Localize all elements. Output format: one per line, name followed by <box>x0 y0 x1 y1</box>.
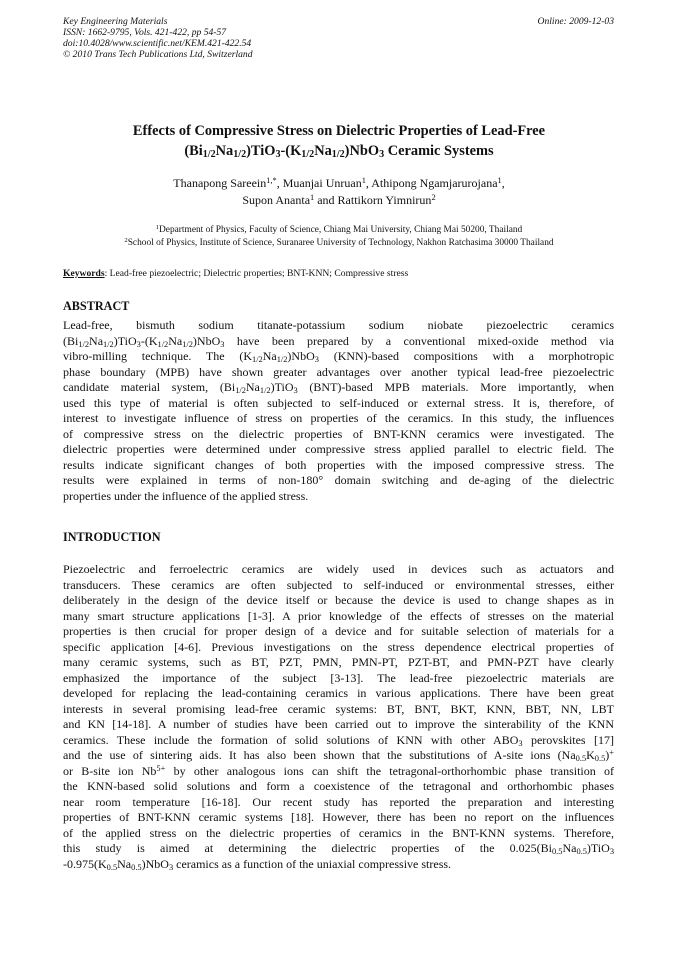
keywords-label: Keywords <box>63 268 105 279</box>
introduction-line: emphasized the importance of the subject [3-13]. The lead-free piezoelectric materials are <box>63 670 614 685</box>
introduction-line: or B-site ion $Nb^{5+}$ by other analogous ions can shift the tetragonal-orthorhombic phase transition of <box>63 763 614 778</box>
introduction-line: near room temperature [16-18]. Our recent study has reported the preparation and interesting <box>63 794 614 809</box>
introduction-line: developed for replacing the lead-containing ceramics in various applications. There have been great <box>63 686 614 700</box>
introduction-line: ceramics. These include the formation of solid solutions of KNN with other $ABO_3$ perovskites [17] <box>63 732 614 748</box>
abstract-line: results indicate significant changes of both properties with the imposed compressive stress. The <box>63 457 614 472</box>
introduction-line: specific application [4-6]. Previous investigations on the stress dependence electrical properties of <box>63 639 614 654</box>
abstract-line: used this type of material is often subjected to self-induced or external stress. It is, therefore, of <box>63 395 614 410</box>
abstract-body <box>63 318 614 504</box>
abstract-heading: ABSTRACT <box>63 299 130 313</box>
introduction-line: the KNN-based solid solutions and form a coexistence of the tetragonal and orthorhombic phases <box>63 779 614 793</box>
authors-line-1: Thanapong Sareein$^{1,*}$, Muanjai Unruan$^1$, Athipong Ngamjarurojana$^1$, <box>173 176 505 190</box>
abstract-line: candidate material system, $(Bi_{1/2}Na_{1/2})TiO_3$ (BNT)-based MPB materials. More importantly, when <box>63 380 614 395</box>
abstract-line: of compressive stress on the dielectric properties of BNT-KNN ceramics were investigated. The <box>63 426 614 441</box>
introduction-line: $-0.975(K_{0.5}Na_{0.5})NbO_3$ ceramics as a function of the uniaxial compressive stress. <box>63 856 452 872</box>
introduction-line: this study is aimed at determining the dielectric properties of the $0.025(Bi_{0.5}Na_{0.5})TiO_3$ <box>63 841 614 856</box>
affiliation-1: $^1$Department of Physics, Faculty of Science, Chiang Mai University, Chiang Mai 50200, Thailand <box>155 224 523 235</box>
abstract-line: Lead-free, bismuth sodium titanate-potassium sodium niobate piezoelectric ceramics <box>63 318 614 332</box>
introduction-line: transducers. These ceramics are often subjected to self-induced or environmental stresses, either <box>63 577 614 592</box>
author-list <box>40 175 638 209</box>
abstract-line: $(Bi_{1/2}Na_{1/2})TiO_3-(K_{1/2}Na_{1/2})NbO_3$ have been prepared by a conventional mixed-oxide method via <box>63 333 614 349</box>
online-date: Online: 2009-12-03 <box>537 16 614 27</box>
keywords-line <box>63 268 614 280</box>
title-line-2: $(Bi_{1/2}Na_{1/2})TiO_3-(K_{1/2}Na_{1/2})NbO_3$ Ceramic Systems <box>184 143 494 161</box>
introduction-line: deliberately in the design of the device itself or because the device is used to change shapes as in <box>63 593 614 607</box>
authors-line-2: Supon Ananta$^1$ and Rattikorn Yimnirun$^2$ <box>242 193 436 207</box>
abstract-line: results were explained in terms of non-180° domain switching and de-aging of the dielectric <box>63 473 614 487</box>
introduction-line: and KN [14-18]. A number of studies have been carried out to improve the sinterability of the KNN <box>63 717 614 731</box>
introduction-line: many smart structure applications [1-3]. A prior knowledge of the effects of stresses on the material <box>63 608 614 623</box>
affiliations <box>40 224 638 250</box>
introduction-line: of the applied stress on the dielectric properties of ceramics in the BNT-KNN systems. Therefore, <box>63 825 614 840</box>
introduction-body <box>63 562 614 872</box>
issn-line: ISSN: 1662-9795, Vols. 421-422, pp 54-57 <box>63 27 227 38</box>
title-line-1: Effects of Compressive Stress on Dielectric Properties of Lead-Free <box>132 123 546 139</box>
abstract-line: phase boundary (MPB) have shown greater advantages over another typical lead-free piezoelectric <box>63 364 614 379</box>
introduction-line: properties of BNT-KNN ceramic systems [18]. However, there has been no report on the influences <box>63 810 614 824</box>
introduction-heading: INTRODUCTION <box>63 530 161 544</box>
journal-name: Key Engineering Materials <box>63 16 168 27</box>
introduction-line: many ceramic systems, such as BT, PZT, PMN, PMN-PT, PZT-BT, and PMN-PZT have clearly <box>63 655 614 669</box>
abstract-line: dielectric properties were determined under compressive stress applied parallel to electric field. The <box>63 442 614 456</box>
introduction-line: and the use of sintering aids. It has also been shown that the substitutions of A-site ions $(Na_{0.5}K_{0.5})^+$ <box>63 748 614 763</box>
introduction-line: properties is then crucial for proper design of a device and for suitable selection of materials for a <box>63 624 614 638</box>
introduction-line: interests in several promising lead-free ceramic systems: BT, BNT, BKT, KNN, BBT, NN, LBT <box>63 701 614 716</box>
abstract-line: interest to investigate influence of stress on properties of the ceramics. In this study, the influences <box>63 411 614 425</box>
copyright-line: © 2010 Trans Tech Publications Ltd, Switzerland <box>63 49 253 60</box>
affiliation-2: $^2$School of Physics, Institute of Science, Suranaree University of Technology, Nakhon Ratchasima 30000 Thailand <box>124 237 554 248</box>
introduction-line: Piezoelectric and ferroelectric ceramics are widely used in devices such as actuators and <box>63 562 614 576</box>
journal-info <box>63 16 614 60</box>
doi-line: doi:10.4028/www.scientific.net/KEM.421-422.54 <box>63 38 252 49</box>
running-header <box>63 16 614 60</box>
abstract-line: properties under the influence of the applied stress. <box>63 488 309 503</box>
keywords-text: : Lead-free piezoelectric; Dielectric properties; BNT-KNN; Compressive stress <box>104 268 409 279</box>
abstract-line: vibro-milling technique. The $(K_{1/2}Na_{1/2})NbO_3$ (KNN)-based compositions with a morphotropic <box>63 349 614 364</box>
paper-title <box>40 121 638 161</box>
